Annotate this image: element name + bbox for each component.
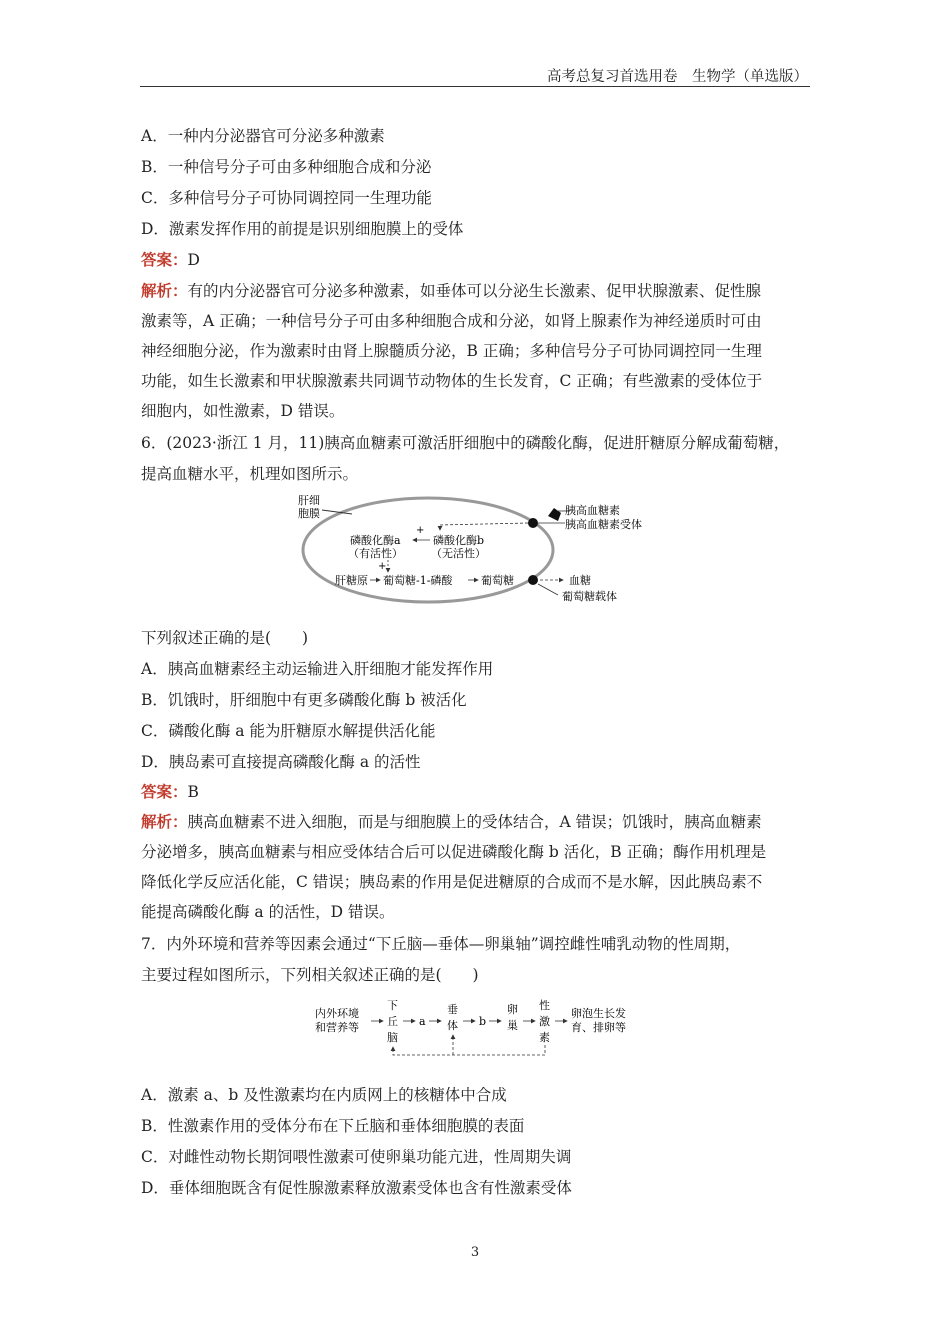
plus-sign-1: + [416,525,425,536]
enzyme-b-label: 磷酸化酶b [433,534,485,547]
env-label-2: 和营养等 [315,1021,359,1034]
q6-stem-line: 6．(2023·浙江 1 月，11)胰高血糖素可激活肝细胞中的磷酸化酶，促进肝糖原分解成葡萄糖， [141,434,790,452]
q5-option-c: C．多种信号分子可协同调控同一生理功能 [141,189,432,207]
receptor-dot [528,518,538,528]
q5-option-b: B．一种信号分子可由多种细胞合成和分泌 [141,158,432,176]
glucagon-label: 胰高血糖素 [565,504,620,517]
result-label-1: 卵泡生长发 [571,1007,626,1020]
enzyme-b-state: （无活性） [431,547,486,560]
membrane-label-1: 肝细 [298,494,320,507]
hypothalamus-char-3: 脑 [387,1031,398,1044]
q7-stem-line: 主要过程如图所示，下列相关叙述正确的是( ) [141,966,479,984]
membrane-label-2: 胞膜 [298,507,320,520]
plus-sign-2: + [378,561,387,572]
q5-option-d: D．激素发挥作用的前提是识别细胞膜上的受体 [141,220,464,238]
analysis-label: 解析： [141,812,188,831]
q7-option-c: C．对雌性动物长期饲喂性激素可使卵巢功能亢进，性周期失调 [141,1148,572,1166]
analysis-text: 胰高血糖素不进入细胞，而是与细胞膜上的受体结合，A 错误；饥饿时，胰高血糖素 [187,813,762,831]
hormone-b-label: b [479,1015,487,1028]
analysis-text: 有的内分泌器官可分泌多种激素，如垂体可以分泌生长激素、促甲状腺激素、促性腺 [187,282,762,300]
sex-hormone-char-3: 素 [539,1031,550,1044]
q6-option-b: B．饥饿时，肝细胞中有更多磷酸化酶 b 被活化 [141,691,467,709]
hormone-a-label: a [419,1015,426,1028]
glycogen-label: 肝糖原 [335,574,368,587]
q7-figure [305,995,645,1071]
header-title: 高考总复习首选用卷 生物学（单选版） [547,69,808,85]
q5-analysis-line: 功能，如生长激素和甲状腺激素共同调节动物体的生长发育，C 正确；有些激素的受体位于 [141,372,763,390]
page-header [140,60,810,87]
analysis-label: 解析： [141,281,188,300]
q5-option-a: A．一种内分泌器官可分泌多种激素 [141,127,385,145]
blood-sugar-label: 血糖 [569,574,591,587]
q6-analysis-line [141,810,762,832]
q5-answer [141,248,200,270]
glucose-label: 葡萄糖 [481,574,514,587]
q6-analysis-line: 能提高磷酸化酶 a 的活性，D 错误。 [141,903,395,921]
pituitary-char-2: 体 [447,1019,458,1032]
q7-option-d: D．垂体细胞既含有促性腺激素释放激素受体也含有性激素受体 [141,1179,572,1197]
g1p-label: 葡萄糖-1-磷酸 [383,574,453,587]
q5-analysis-line [141,279,761,301]
q6-analysis-line: 降低化学反应活化能，C 错误；胰岛素的作用是促进糖原的合成而不是水解，因此胰岛素不 [141,873,763,891]
answer-value: D [187,251,200,269]
enzyme-a-label: 磷酸化酶a [350,534,401,547]
q7-option-b: B．性激素作用的受体分布在下丘脑和垂体细胞膜的表面 [141,1117,525,1135]
result-label-2: 育、排卵等 [571,1021,626,1034]
env-label-1: 内外环境 [315,1007,359,1020]
glucose-carrier-dot [528,575,538,585]
q6-figure [280,492,680,616]
q6-stem-line: 提高血糖水平，机理如图所示。 [141,465,359,483]
q6-option-c: C．磷酸化酶 a 能为肝糖原水解提供活化能 [141,722,436,740]
q5-analysis-line: 细胞内，如性激素，D 错误。 [141,402,345,420]
q6-option-d: D．胰岛素可直接提高磷酸化酶 a 的活性 [141,753,421,771]
ovary-char-1: 卵 [507,1003,518,1016]
q6-analysis-line: 分泌增多，胰高血糖素与相应受体结合后可以促进磷酸化酶 b 活化，B 正确；酶作用机理是 [141,843,767,861]
page-number: 3 [470,1245,480,1260]
answer-label: 答案： [141,782,188,801]
q5-analysis-line: 神经细胞分泌，作为激素时由肾上腺髓质分泌，B 正确；多种信号分子可协同调控同一生理 [141,342,762,360]
sex-hormone-char-1: 性 [539,999,550,1012]
pituitary-char-1: 垂 [447,1003,458,1016]
hypothalamus-char-1: 下 [387,999,398,1012]
answer-label: 答案： [141,250,188,269]
receptor-label: 胰高血糖素受体 [565,518,642,531]
sex-hormone-char-2: 激 [539,1015,550,1028]
q7-stem-line: 7．内外环境和营养等因素会通过“下丘脑—垂体—卵巢轴”调控雌性哺乳动物的性周期， [141,935,741,953]
q7-option-a: A．激素 a、b 及性激素均在内质网上的核糖体中合成 [141,1086,507,1104]
carrier-label: 葡萄糖载体 [562,590,617,603]
q6-option-a: A．胰高血糖素经主动运输进入肝细胞才能发挥作用 [141,660,494,678]
enzyme-a-state: （有活性） [348,547,403,560]
answer-value: B [187,783,199,801]
glucagon-shape [548,508,561,521]
q5-analysis-line: 激素等，A 正确；一种信号分子可由多种细胞合成和分泌，如肾上腺素作为神经递质时可由 [141,312,762,330]
q6-answer [141,780,199,802]
hypothalamus-char-2: 丘 [387,1015,398,1028]
q6-question: 下列叙述正确的是( ) [141,629,309,647]
ovary-char-2: 巢 [507,1019,518,1032]
